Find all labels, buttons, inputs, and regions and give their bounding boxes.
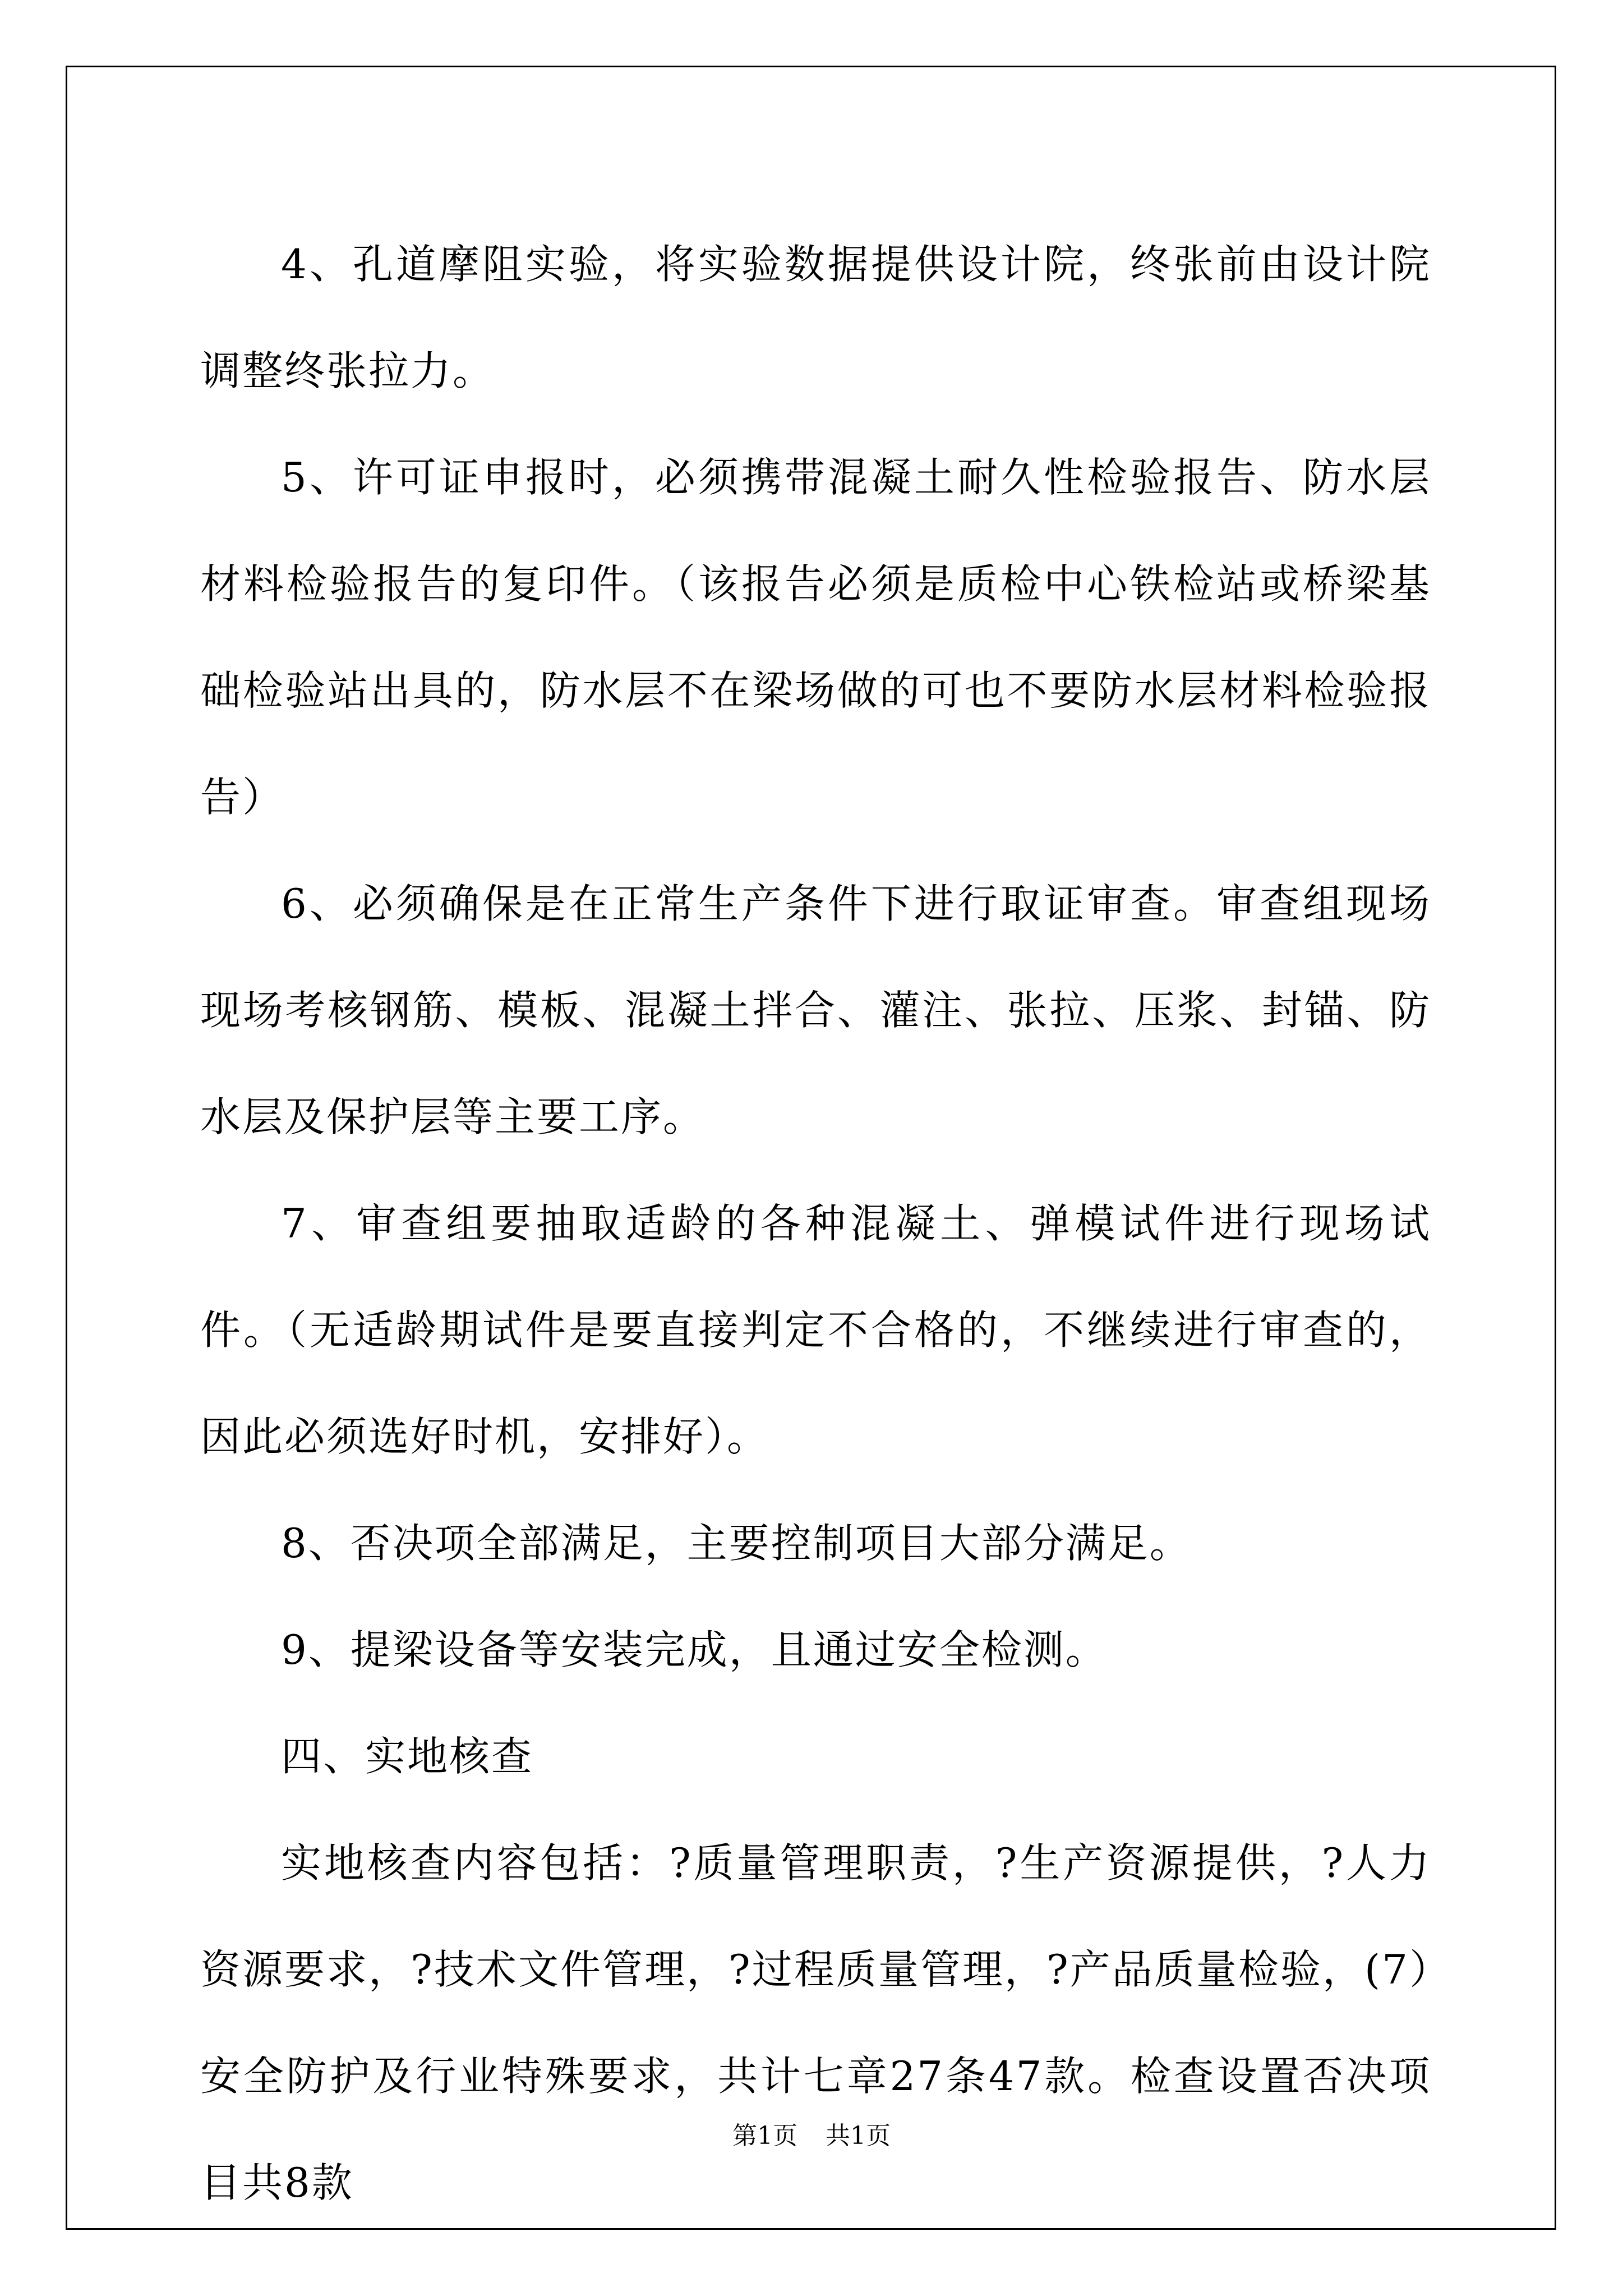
paragraph-item-6: 6、必须确保是在正常生产条件下进行取证审查。审查组现场现场考核钢筋、模板、混凝土拌合、灌注、张拉、压浆、封锚、防水层及保护层等主要工序。 (200, 880, 1431, 1140)
page-number: 第1页 (732, 2122, 797, 2150)
page-total: 共1页 (826, 2122, 891, 2150)
document-body (200, 211, 1431, 2236)
paragraph-item-9: 9、提梁设备等安装完成，且通过安全检测。 (281, 1626, 1108, 1673)
paragraph-item-4: 4、孔道摩阻实验，将实验数据提供设计院，终张前由设计院调整终张拉力。 (200, 241, 1431, 394)
paragraph-item-8: 8、否决项全部满足，主要控制项目大部分满足。 (281, 1520, 1192, 1567)
paragraph-item-7: 7、审查组要抽取适龄的各种混凝土、弹模试件进行现场试件。（无适龄期试件是要直接判定不合格的，不继续进行审查的，因此必须选好时机，安排好）。 (200, 1200, 1431, 1460)
section-heading: 四、实地核查 (281, 1733, 534, 1780)
page-footer (0, 2119, 1623, 2153)
paragraph-inspection: 实地核查内容包括：?质量管理职责，?生产资源提供，?人力资源要求，?技术文件管理，?过程质量管理，?产品质量检验，(7）安全防护及行业特殊要求，共计七章27条47款。检查设置否决项目共8款 (200, 1839, 1431, 2206)
paragraph-item-5: 5、许可证申报时，必须携带混凝土耐久性检验报告、防水层材料检验报告的复印件。（该报告必须是质检中心铁检站或桥梁基础检验站出具的，防水层不在梁场做的可也不要防水层材料检验报告） (200, 454, 1431, 821)
